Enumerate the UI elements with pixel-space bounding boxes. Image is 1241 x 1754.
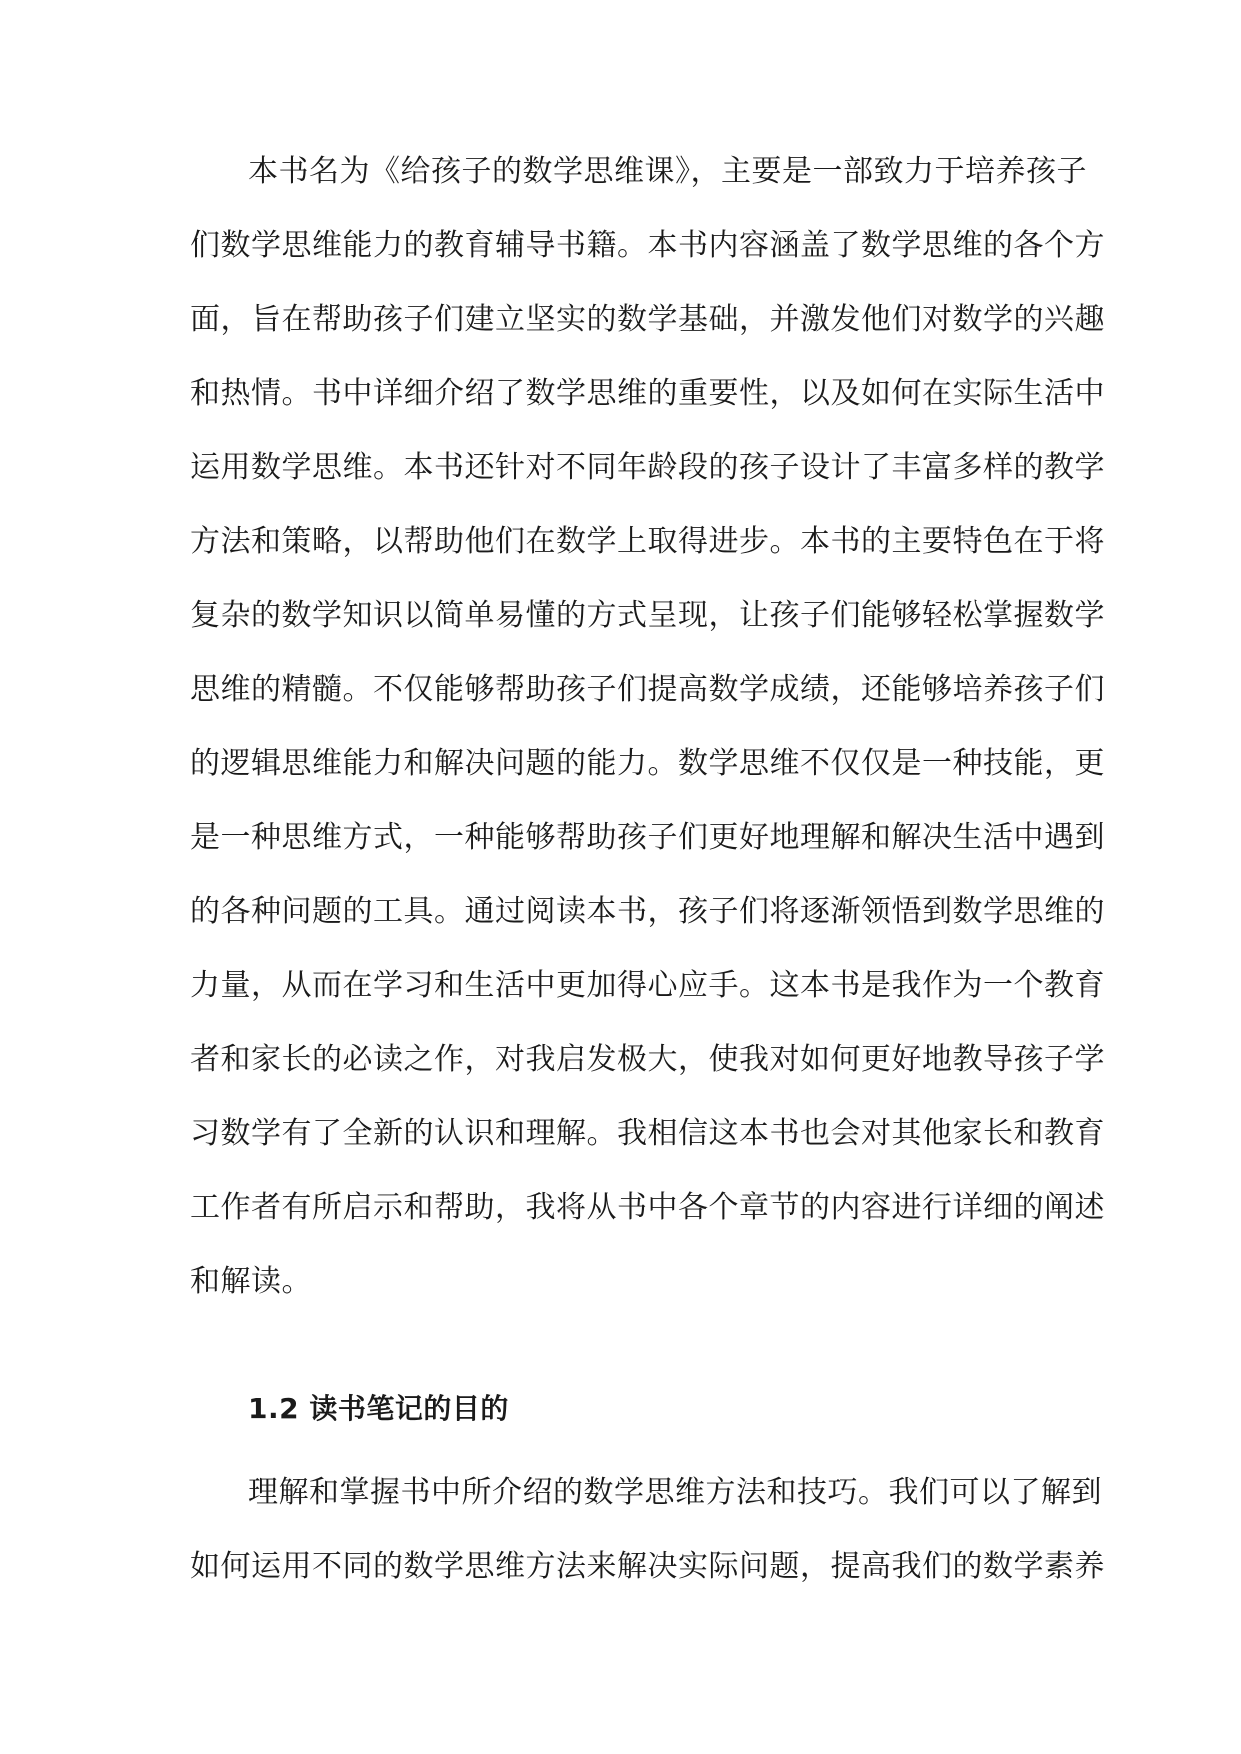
paragraph-intro xyxy=(190,135,1105,1319)
paragraph-line: 们数学思维能力的教育辅导书籍。本书内容涵盖了数学思维的各个方 xyxy=(190,228,1105,263)
paragraph-line: 力量，从而在学习和生活中更加得心应手。这本书是我作为一个教育 xyxy=(190,968,1105,1003)
paragraph-line: 和热情。书中详细介绍了数学思维的重要性，以及如何在实际生活中 xyxy=(190,376,1105,411)
paragraph-line: 工作者有所启示和帮助，我将从书中各个章节的内容进行详细的阐述 xyxy=(190,1190,1105,1225)
paragraph-line: 方法和策略，以帮助他们在数学上取得进步。本书的主要特色在于将 xyxy=(190,524,1105,559)
paragraph-line: 运用数学思维。本书还针对不同年龄段的孩子设计了丰富多样的教学 xyxy=(190,450,1105,485)
paragraph-line: 本书名为《给孩子的数学思维课》，主要是一部致力于培养孩子 xyxy=(248,154,1087,189)
paragraph-line: 如何运用不同的数学思维方法来解决实际问题，提高我们的数学素养 xyxy=(190,1549,1105,1584)
paragraph-purpose xyxy=(190,1456,1105,1604)
paragraph-line: 的各种问题的工具。通过阅读本书，孩子们将逐渐领悟到数学思维的 xyxy=(190,894,1105,929)
section-heading: 1.2 读书笔记的目的 xyxy=(248,1392,509,1425)
paragraph-line: 和解读。 xyxy=(190,1264,312,1299)
paragraph-line: 的逻辑思维能力和解决问题的能力。数学思维不仅仅是一种技能，更 xyxy=(190,746,1105,781)
paragraph-line: 是一种思维方式，一种能够帮助孩子们更好地理解和解决生活中遇到 xyxy=(190,820,1105,855)
paragraph-line: 习数学有了全新的认识和理解。我相信这本书也会对其他家长和教育 xyxy=(190,1116,1105,1151)
paragraph-line: 面，旨在帮助孩子们建立坚实的数学基础，并激发他们对数学的兴趣 xyxy=(190,302,1105,337)
paragraph-line: 思维的精髓。不仅能够帮助孩子们提高数学成绩，还能够培养孩子们 xyxy=(190,672,1105,707)
paragraph-line: 者和家长的必读之作，对我启发极大，使我对如何更好地教导孩子学 xyxy=(190,1042,1105,1077)
paragraph-line: 理解和掌握书中所介绍的数学思维方法和技巧。我们可以了解到 xyxy=(248,1475,1102,1510)
paragraph-line: 复杂的数学知识以简单易懂的方式呈现，让孩子们能够轻松掌握数学 xyxy=(190,598,1105,633)
